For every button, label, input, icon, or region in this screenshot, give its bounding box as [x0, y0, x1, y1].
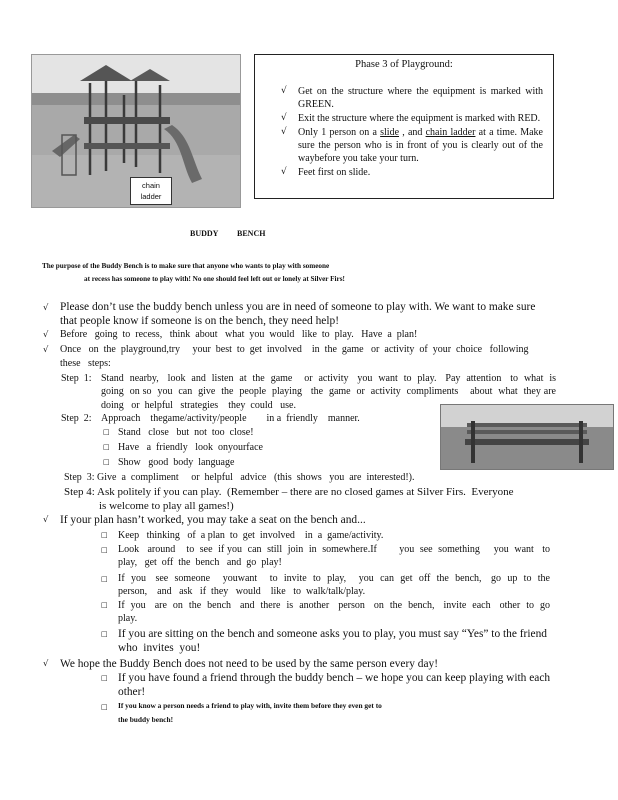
square-bullet-icon: □: [101, 703, 108, 711]
paragraph-steps-intro: these steps:: [60, 358, 111, 369]
step2-text: Approach thegame/activity/people in a friendly manner.: [101, 413, 360, 424]
step1-text: Stand nearby, look and listen at the game or activity you want to play. Pay attention to what is going on so you can give the people playing the game or activity compliments about what they are doing or helpful strategies they could use.: [101, 373, 561, 411]
step2-label: Step 2:: [61, 413, 92, 424]
phase-rules-box: [254, 54, 554, 199]
paragraph-dont-use: Please don’t use the buddy bench unless you are in need of someone to play with. We want to make sure that people know if someone is on the bench, they need help!: [60, 301, 536, 327]
square-bullet-icon: □: [103, 428, 110, 436]
square-bullet-icon: □: [103, 443, 110, 451]
step1-label: Step 1:: [61, 373, 92, 384]
step2-sub-item: Show good body language: [118, 457, 235, 468]
square-bullet-icon: □: [101, 531, 108, 539]
check-icon: √: [43, 659, 49, 669]
square-bullet-icon: □: [101, 601, 108, 609]
phase-rules-list: [281, 85, 543, 179]
bench-option: Look around to see if you can still join in somewhere.If you see something you want to play, get off the bench and go play!: [118, 544, 553, 569]
step3-text: Step 3: Give a compliment or helpful advice (this shows you are interested!).: [64, 472, 415, 483]
check-icon: √: [43, 345, 49, 355]
chain-ladder-label: chain ladder: [130, 177, 172, 205]
step4-text-cont: is welcome to play all games!): [99, 500, 234, 512]
phase-rule: √ Exit the structure where the equipment is marked with RED.: [281, 112, 541, 124]
paragraph-plan-not-worked: If your plan hasn’t worked, you may take a seat on the bench and...: [60, 514, 366, 526]
hope-item-cont: the buddy bench!: [118, 715, 174, 724]
square-bullet-icon: □: [101, 546, 108, 554]
bench-option: If you are sitting on the bench and someone asks you to play, you must say “Yes” to the friend who invites you!: [118, 628, 556, 654]
check-icon: √: [281, 112, 287, 123]
square-bullet-icon: □: [101, 674, 108, 682]
phase-rule: √ Feet first on slide.: [281, 166, 371, 178]
heading-bench: BENCH: [237, 229, 266, 238]
purpose-line-2: at recess has someone to play with! No one should feel left out or lonely at Silver Firs!: [84, 275, 345, 283]
square-bullet-icon: □: [103, 458, 110, 466]
hope-item: If you have found a friend through the buddy bench – we hope you can keep playing with each other!: [118, 672, 551, 698]
phase-rule: √ Only 1 person on a slide , and chain ladder at a time. Make sure the person who is in front of you is clearly out of the waybefore you take your turn.: [281, 126, 543, 165]
phase-title: Phase 3 of Playground:: [355, 59, 453, 70]
bench-option: If you see someone youwant to invite to play, you can get off the bench, go up to the person, and ask if they would like to walk/talk/play.: [118, 573, 553, 598]
square-bullet-icon: □: [101, 630, 108, 638]
phase-rule: √ Get on the structure where the equipment is marked with GREEN.: [281, 86, 543, 111]
check-icon: √: [281, 126, 287, 137]
check-icon: √: [43, 303, 49, 313]
hope-item: If you know a person needs a friend to play with, invite them before they even get to: [118, 701, 382, 710]
paragraph-hope: We hope the Buddy Bench does not need to be used by the same person every day!: [60, 658, 439, 670]
check-icon: √: [43, 330, 49, 340]
step4-text: Step 4: Ask politely if you can play. (Remember – there are no closed games at Silver Firs. Everyone: [64, 486, 514, 498]
playground-photo: [31, 54, 241, 208]
purpose-line-1: The purpose of the Buddy Bench is to make sure that anyone who wants to play with someone: [42, 262, 330, 270]
paragraph-before-recess: Before going to recess, think about what you would like to play. Have a plan!: [60, 329, 418, 340]
check-icon: √: [281, 86, 287, 96]
check-icon: √: [281, 166, 287, 177]
step2-sub-item: Stand close but not too close!: [118, 427, 254, 438]
heading-buddy: BUDDY: [190, 229, 219, 238]
bench-option: If you are on the bench and there is another person on the bench, invite each other to go play.: [118, 600, 553, 625]
check-icon: √: [43, 515, 49, 525]
step2-sub-item: Have a friendly look onyourface: [118, 442, 263, 453]
buddy-bench-photo: [440, 404, 614, 470]
paragraph-once-playground: Once on the playground,try your best to get involved in the game or activity of your choice following: [60, 344, 529, 355]
bench-option: Keep thinking of a plan to get involved in a game/activity.: [118, 530, 384, 541]
square-bullet-icon: □: [101, 575, 108, 583]
